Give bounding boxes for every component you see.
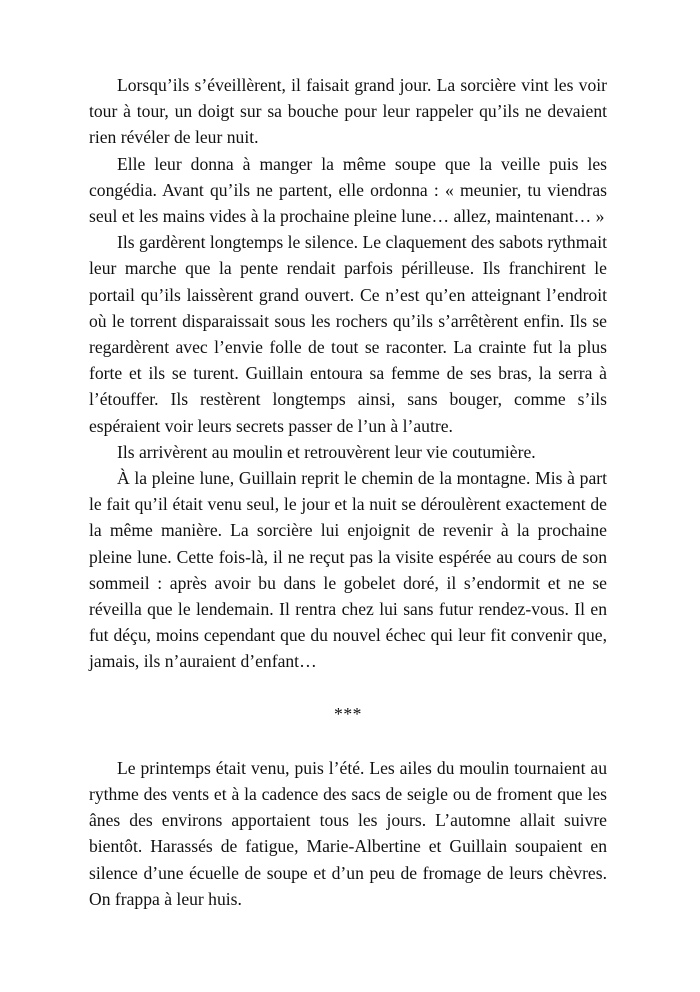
paragraph-soup: Elle leur donna à manger la même soupe que la veille puis les congédia. Avant qu’ils ne partent, elle ordonna : « meunier, tu viendras seul et les mains vides à la prochaine pleine lune… allez, maintenant… »: [89, 153, 607, 227]
paragraph-spring: Le printemps était venu, puis l’été. Les ailes du moulin tournaient au rythme des vents et à la cadence des sacs de seigle ou de froment que les ânes des environs apportaient tous les jours. L’automne allait suivre bientôt. Harassés de fatigue, Marie-Albertine et Guillain soupaient en silence d’une écuelle de soupe et d’un peu de fromage de leurs chèvres. On frappa à leur huis.: [89, 757, 607, 909]
page-body: [89, 72, 607, 912]
section-separator: ***: [334, 703, 362, 724]
paragraph-silence: Ils gardèrent longtemps le silence. Le claquement des sabots rythmait leur marche que la pente rendait parfois périlleuse. Ils franchirent le portail qu’ils laissèrent grand ouvert. Ce n’est qu’en atteignant l’endroit où le torrent disparaissait sous les rochers qu’ils s’arrêtèrent enfin. Ils se regardèrent avec l’envie folle de tout se raconter. La crainte fut la plus forte et ils se turent. Guillain entoura sa femme de ses bras, la serra à l’étouffer. Ils restèrent longtemps ainsi, sans bouger, comme s’ils espéraient voir leurs secrets passer de l’un à l’autre.: [89, 232, 607, 436]
paragraph-awakening: Lorsqu’ils s’éveillèrent, il faisait grand jour. La sorcière vint les voir tour à tour, un doigt sur sa bouche pour leur rappeler qu’ils ne devaient rien révéler de leur nuit.: [89, 75, 607, 148]
paragraph-full-moon: À la pleine lune, Guillain reprit le chemin de la montagne. Mis à part le fait qu’il était venu seul, le jour et la nuit se déroulèrent exactement de la même manière. La sorcière lui enjoignit de revenir à la prochaine pleine lune. Cette fois-là, il ne reçut pas la visite espérée au cours de son sommeil : après avoir bu dans le gobelet doré, il s’endormit et ne se réveilla que le lendemain. Il rentra chez lui sans futur rendez-vous. Il en fut déçu, moins cependant que du nouvel échec qui leur fit convenir que, jamais, ils n’auraient d’enfant…: [89, 468, 607, 672]
paragraph-mill-return: Ils arrivèrent au moulin et retrouvèrent leur vie coutumière.: [117, 441, 536, 462]
